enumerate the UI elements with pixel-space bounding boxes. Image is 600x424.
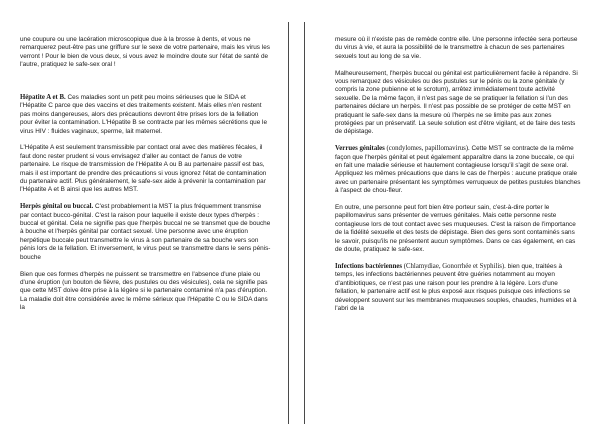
term-infections-note: (Chlamydiae, Gonorrhée et Syphilis). bbox=[402, 262, 506, 270]
paragraph-porteur-sain: En outre, une personne peut fort bien être porteur sain, c'est-à-dire porter le papillomavirus sans présenter de verrues génitales. Mais cette personne reste contagieuse lors de tout contact avec ses muqueuses. C'est la raison de l'importance de la fidélité sexuelle et des tests de dépistage. Bien des gens sont contaminés sans le savoir, puisqu'ils ne présentent aucun symptômes. Dans ce cas également, en cas de doute, pratiquez le safe-sex. bbox=[335, 204, 576, 254]
paragraph-hepatite-ab bbox=[20, 94, 272, 136]
paragraph-hepatite-a-transmission: L'Hépatite A est seulement transmissible par contact oral avec des matières fécales, il faut donc rester prudent si vous envisagez d'aller au contact de l'anus de votre partenaire. Le risque de transmission de l'Hépatite A ou B au partenaire passif est bas, mais il est important de prendre des précautions si vous ignorez l'état de contamination du partenaire actif. Plus généralement, le safe-sex aide à prévenir la contamination par l'Hépatite A et B ainsi que les autres MST. bbox=[20, 144, 267, 194]
term-verrues-note: (condylomes, papillomavirus). bbox=[384, 145, 470, 153]
term-hepatite-ab: Hépatite A et B. bbox=[20, 94, 66, 102]
paragraph-infections-body: bien que, traitées à temps, les infections bactériennes peuvent être guéries notamment au moyen d'antibiotiques, ce n'est pas une raison pour les prendre à la légère. Lors d'une fellation, le partenaire actif est le plus exposé aux risques puisque ces infections se développent souvent sur les membranes muqueuses souples, chaudes, humides et à l'abri de la bbox=[335, 262, 577, 312]
left-page-text-column bbox=[20, 36, 272, 321]
paragraph-herpes-prevention: Malheureusement, l'herpès buccal ou génital est particulièrement facile à répandre. Si vous remarquez des vésicules ou des pustules sur le pénis ou la zone génitale (y compris la zone pubienne et le scrotum), arrêtez immédiatement toute activité sexuelle. De la même façon, il n'est pas sage de se pratiquer la fellation si l'un des partenaires déclare un herpès. Il n'est pas possible de se protéger de cette MST en pratiquant le safe-sex dans la mesure où l'herpès ne se limite pas aux zones protégées par un préservatif. La seule solution est d'être vigilant, et de faire des tests de dépistage. bbox=[335, 69, 578, 136]
section-spacer bbox=[20, 78, 272, 94]
right-page bbox=[304, 22, 587, 424]
paragraph-herpes-eruption: Bien que ces formes d'herpès ne puissent se transmettre en l'absence d'une plaie ou d'une éruption (un bouton de fièvre, des pustules ou des vésicules), cela ne signifie pas que cette MST doive être prise à la légère si le partenaire contaminé n'a pas d'éruption. La maladie doit être considérée avec le même sérieux que l'Hépatite C ou le SIDA dans la bbox=[20, 270, 268, 312]
paragraph-hepatite-ab-body: Ces maladies sont un petit peu moins sérieuses que le SIDA et l'Hépatite C parce que des vaccins et des traitements existent. Mais elles n'en restent pas moins dangereuses, alors des précautions devront être prises lors de la fellation pour éviter la contamination. L'Hépatite B se contracte par les mêmes sécrétions que le virus HIV : fluides vaginaux, sperme, lait maternel. bbox=[20, 94, 268, 135]
paragraph-infections bbox=[335, 263, 581, 313]
term-verrues: Verrues génitales bbox=[335, 145, 385, 153]
right-page-text-column bbox=[335, 36, 581, 322]
paragraph-herpes-body: C'est probablement la MST la plus fréquemment transmise par contact bucco-génital. C'est la raison pour laquelle il existe deux types d'herpès : buccal et génital. Cela ne signifie pas que l'herpès buccal ne se transmet que de bouche à bouche et l'herpès génital par contact sexuel. Une personne avec une éruption herpétique buccale peut transmettre le virus à son partenaire de sa bouche vers son pénis lors de la fellation. Et inversement, le virus peut se transmettre dans le sens pénis-bouche bbox=[20, 203, 271, 261]
paragraph-oral-safe-sex: une coupure ou une lacération microscopique due à la brosse à dents, et vous ne remarquerez peut-être pas une griffure sur le sexe de votre partenaire, mais les virus les verront ! Pour le bien de vous deux, si vous avez le moindre doute sur l'état de santé de l'autre, pratiquez le safe-sex oral ! bbox=[20, 36, 270, 69]
paragraph-herpes-continued: mesure où il n'existe pas de remède contre elle. Une personne infectée sera porteuse du virus à vie, et aura la possibilité de le transmettre à chacun de ses partenaires sexuels tout au long de sa vie. bbox=[335, 36, 578, 60]
left-page bbox=[6, 22, 289, 424]
term-herpes: Herpès génital ou buccal. bbox=[20, 203, 94, 211]
paragraph-herpes bbox=[20, 203, 272, 262]
term-infections: Infections bactériennes bbox=[335, 262, 403, 270]
paragraph-verrues-body: Cette MST se contracte de la même façon que l'herpès génital et peut également apparaître dans la zone buccale, ce qui en fait une maladie sérieuse et hautement contagieuse lorsqu'il s'agit de sexe oral. Appliquez les mêmes précautions que dans le cas de l'herpès : aucune pratique orale avec un partenaire présentant les symptômes verruqueux de petites pustules blanches à l'aspect de chou-fleur. bbox=[335, 145, 581, 195]
paragraph-verrues bbox=[335, 145, 581, 195]
